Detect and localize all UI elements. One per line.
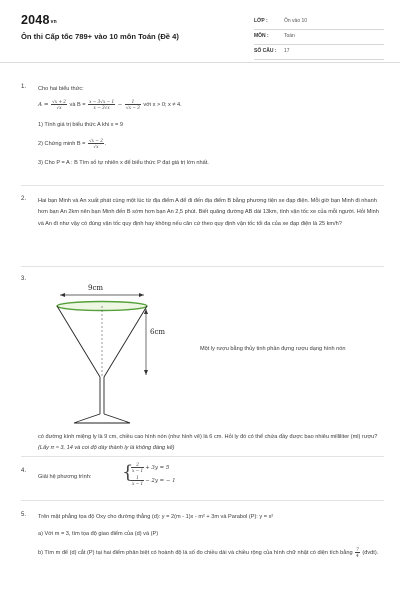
q5-part-b: b) Tìm m để (d) cắt (P) tại hai điểm phân biệt có hoành độ là số đo chiều dài và chiều rộng của hình chữ nhật có diện tích bằng $\frac{7}{4}$ (đvdt). [38, 546, 379, 558]
separator [21, 500, 384, 501]
q2-text: Hai bạn Minh và An xuất phát cùng một lúc từ địa điểm A để đi đến địa điểm B bằng phương tiện xe đạp điện. Mỗi giờ bạn Minh đi nhanh hơn bạn An 2km nên bạn Minh đến B sớm hơn bạn An 2,5 phút. Biết quãng đường AB dài 13km, tính vận tốc xe của mỗi người. Hỏi Minh và An đi như vậy có đúng vận tốc quy định hay không nếu căn cứ theo quy định vận tốc tối đa của xe đạp điện là 25 km/h? [38, 198, 379, 227]
q5-text: Trên mặt phẳng tọa độ Oxy cho đường thẳng (d): y = 2(m - 1)x - m² + 3m và Parabol (P): y = x² [38, 514, 274, 520]
height-label: 6cm [150, 328, 166, 336]
meta-class-row: LỚP : Ôn vào 10 [254, 16, 384, 30]
site-logo[interactable]: 2048vn [21, 13, 57, 27]
q4-text: Giải hệ phương trình: [38, 474, 92, 480]
q1-expressions: A = $\frac{√x + 2}{√x}$ và B = $\frac{x - 3√x - 1}{x - 3√x}$ − $\frac{1}{√x - 3}$ với x > 0; x ≠ 4. [38, 99, 182, 111]
header-divider [0, 62, 400, 63]
q1-part-3: 3) Cho P = A : B Tìm số tự nhiên x để biểu thức P đạt giá trị lớn nhất. [38, 159, 209, 166]
separator [21, 266, 384, 267]
separator [21, 456, 384, 457]
page-header [0, 0, 400, 62]
question-number: 1. [21, 84, 27, 90]
wine-glass-figure [52, 282, 192, 432]
meta-subject-row: MÔN : Toán [254, 31, 384, 45]
q3-text: có đường kính miệng ly là 9 cm, chiều cao hình nón (như hình vẽ) là 6 cm. Hỏi ly đó có thể chứa đầy được bao nhiêu milliliter (ml) rượu? (Lấy π ≈ 3, 14 và coi độ dày thành ly là không đáng kể) [38, 434, 378, 451]
document-title: Ôn thi Cấp tốc 789+ vào 10 môn Toán (Đề 4) [21, 32, 179, 41]
diameter-label: 9cm [88, 284, 104, 292]
equation-row: $\frac{1}{x - 1}$ − 2y = − 1 [132, 475, 176, 486]
meta-panel [254, 16, 384, 61]
q3-figure-caption: Một ly rượu bằng thủy tinh phần đựng rượu dạng hình nón [200, 346, 346, 352]
meta-count-row: SỐ CÂU : 17 [254, 46, 384, 60]
q1-part-2: 2) Chứng minh B = $\frac{√x - 2}{√x}$ . [38, 138, 107, 150]
equation-system: { $\frac{2}{x - 1}$ + 3y = 5 $\frac{1}{x - 1}$ − 2y = − 1 [122, 462, 176, 486]
q1-intro: Cho hai biểu thức: [38, 86, 84, 92]
separator [21, 185, 384, 186]
equation-row: $\frac{2}{x - 1}$ + 3y = 5 [132, 462, 170, 473]
q5-part-a: a) Với m = 3, tìm tọa độ giao điểm của (d) và (P) [38, 531, 159, 538]
q1-part-1: 1) Tính giá trị biểu thức A khi x = 9 [38, 121, 123, 128]
